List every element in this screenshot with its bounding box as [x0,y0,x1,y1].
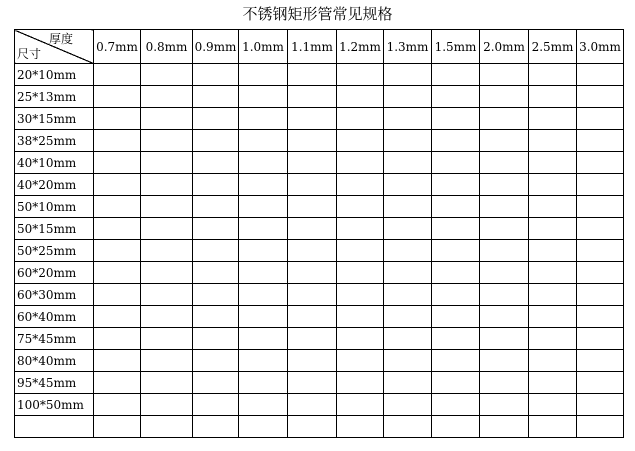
size-label-cell: 20*10mm [15,64,94,86]
size-label-cell: 38*25mm [15,130,94,152]
table-cell [432,64,480,86]
table-cell [94,152,141,174]
table-cell [239,108,288,130]
table-cell [529,350,577,372]
table-row [15,306,624,328]
table-cell [288,240,337,262]
table-cell [529,306,577,328]
table-cell [193,130,239,152]
table-row [15,108,624,130]
table-cell [94,240,141,262]
table-cell [577,416,624,438]
size-label-cell: 60*20mm [15,262,94,284]
table-cell [239,130,288,152]
size-label-cell: 75*45mm [15,328,94,350]
table-cell [141,284,193,306]
table-cell [577,394,624,416]
table-cell [432,174,480,196]
table-cell [384,174,432,196]
table-cell [432,108,480,130]
table-cell [480,86,529,108]
thickness-header: 2.0mm [480,30,529,64]
table-cell [480,152,529,174]
table-cell [141,240,193,262]
table-cell [529,64,577,86]
table-cell [94,108,141,130]
table-cell [432,416,480,438]
table-cell [384,218,432,240]
table-cell [239,174,288,196]
table-cell [94,130,141,152]
table-row [15,240,624,262]
table-cell [94,306,141,328]
table-row [15,394,624,416]
table-cell [239,328,288,350]
table-row [15,174,624,196]
thickness-header: 3.0mm [577,30,624,64]
table-cell [577,328,624,350]
table-cell [529,152,577,174]
table-cell [480,130,529,152]
table-cell [529,328,577,350]
table-cell [193,196,239,218]
table-cell [577,130,624,152]
size-label-cell: 50*10mm [15,196,94,218]
table-cell [529,262,577,284]
table-cell [239,240,288,262]
table-cell [288,152,337,174]
table-cell [94,262,141,284]
header-row [15,30,624,64]
table-cell [337,262,384,284]
table-row [15,86,624,108]
table-cell [239,152,288,174]
table-cell [94,196,141,218]
thickness-header: 1.1mm [288,30,337,64]
table-cell [193,262,239,284]
table-row [15,284,624,306]
table-cell [577,306,624,328]
table-cell [337,64,384,86]
table-cell [337,196,384,218]
table-cell [337,152,384,174]
table-cell [577,196,624,218]
table-cell [577,262,624,284]
table-cell [94,284,141,306]
thickness-header: 0.8mm [141,30,193,64]
table-cell [480,372,529,394]
table-row [15,64,624,86]
table-row [15,416,624,438]
table-cell [480,328,529,350]
table-cell [577,218,624,240]
table-row [15,262,624,284]
table-cell [432,196,480,218]
table-cell [384,108,432,130]
table-cell [384,64,432,86]
table-cell [288,174,337,196]
table-cell [239,416,288,438]
table-cell [384,372,432,394]
table-cell [141,262,193,284]
table-cell [288,196,337,218]
table-cell [384,306,432,328]
table-cell [94,218,141,240]
table-cell [288,306,337,328]
table-cell [94,394,141,416]
table-cell [141,174,193,196]
size-label-cell: 25*13mm [15,86,94,108]
table-cell [432,240,480,262]
table-cell [529,240,577,262]
table-cell [337,416,384,438]
table-cell [288,86,337,108]
table-cell [239,218,288,240]
table-cell [529,394,577,416]
table-cell [288,130,337,152]
table-cell [432,130,480,152]
table-row [15,372,624,394]
table-cell [193,64,239,86]
table-cell [193,306,239,328]
table-cell [577,108,624,130]
table-cell [432,372,480,394]
table-cell [480,394,529,416]
table-row [15,130,624,152]
table-cell [141,416,193,438]
table-cell [384,416,432,438]
size-label-cell: 95*45mm [15,372,94,394]
table-cell [239,306,288,328]
table-cell [337,328,384,350]
table-cell [529,108,577,130]
table-cell [288,328,337,350]
table-cell [384,86,432,108]
size-label-cell: 30*15mm [15,108,94,130]
table-cell [239,284,288,306]
table-cell [432,262,480,284]
table-cell [480,64,529,86]
table-cell [239,196,288,218]
table-cell [529,86,577,108]
table-body [15,64,624,438]
thickness-header: 1.2mm [337,30,384,64]
table-cell [239,64,288,86]
table-cell [141,86,193,108]
table-cell [288,394,337,416]
table-cell [239,86,288,108]
table-cell [577,64,624,86]
table-cell [141,372,193,394]
table-cell [480,262,529,284]
table-cell [384,328,432,350]
table-cell [141,328,193,350]
table-cell [337,174,384,196]
table-cell [384,262,432,284]
page-title: 不锈钢矩形管常见规格 [242,5,393,23]
table-cell [288,64,337,86]
table-cell [480,240,529,262]
size-label-cell [15,416,94,438]
table-cell [480,174,529,196]
table-cell [337,394,384,416]
table-cell [141,306,193,328]
table-cell [480,196,529,218]
table-cell [577,284,624,306]
table-cell [94,372,141,394]
table-row [15,152,624,174]
table-cell [577,174,624,196]
table-cell [384,350,432,372]
table-cell [432,284,480,306]
table-cell [337,218,384,240]
table-cell [384,152,432,174]
table-cell [239,372,288,394]
table-cell [141,394,193,416]
table-cell [141,350,193,372]
table-cell [384,284,432,306]
table-cell [141,152,193,174]
table-cell [193,240,239,262]
table-cell [94,86,141,108]
corner-thickness-label: 厚度 [48,32,73,46]
table-cell [94,64,141,86]
table-row [15,196,624,218]
table-cell [384,130,432,152]
table-cell [529,372,577,394]
table-cell [337,108,384,130]
table-row [15,218,624,240]
size-label-cell: 50*15mm [15,218,94,240]
table-cell [239,262,288,284]
table-cell [193,328,239,350]
table-cell [288,262,337,284]
table-cell [141,64,193,86]
table-cell [288,218,337,240]
table-cell [432,350,480,372]
table-cell [337,240,384,262]
thickness-header: 1.0mm [239,30,288,64]
size-label-cell: 60*40mm [15,306,94,328]
size-label-cell: 60*30mm [15,284,94,306]
table-cell [577,350,624,372]
size-label-cell: 100*50mm [15,394,94,416]
table-cell [480,284,529,306]
table-cell [288,416,337,438]
table-cell [193,86,239,108]
table-cell [288,350,337,372]
table-cell [480,350,529,372]
table-cell [94,350,141,372]
table-cell [193,152,239,174]
table-cell [141,108,193,130]
table-cell [432,152,480,174]
table-cell [193,372,239,394]
table-cell [384,196,432,218]
table-cell [193,394,239,416]
table-cell [141,196,193,218]
table-cell [432,306,480,328]
table-cell [480,218,529,240]
table-cell [529,416,577,438]
table-cell [529,218,577,240]
table-cell [337,306,384,328]
table-cell [337,372,384,394]
table-cell [577,86,624,108]
table-cell [577,152,624,174]
table-cell [384,394,432,416]
corner-cell [15,30,94,64]
thickness-header: 0.7mm [94,30,141,64]
table-cell [337,284,384,306]
table-cell [141,218,193,240]
table-cell [337,86,384,108]
table-cell [141,130,193,152]
table-cell [432,394,480,416]
table-cell [239,394,288,416]
table-cell [94,174,141,196]
corner-size-label: 尺寸 [17,47,42,61]
table-cell [337,350,384,372]
table-cell [480,108,529,130]
thickness-header: 2.5mm [529,30,577,64]
table-cell [193,108,239,130]
thickness-header: 1.3mm [384,30,432,64]
table-cell [288,372,337,394]
table-cell [577,372,624,394]
table-cell [529,174,577,196]
table-cell [94,416,141,438]
table-cell [94,328,141,350]
table-row [15,350,624,372]
table-cell [288,108,337,130]
table-cell [193,218,239,240]
table-cell [288,284,337,306]
thickness-header: 0.9mm [193,30,239,64]
size-label-cell: 50*25mm [15,240,94,262]
size-label-cell: 80*40mm [15,350,94,372]
size-label-cell: 40*10mm [15,152,94,174]
thickness-header: 1.5mm [432,30,480,64]
table-cell [529,130,577,152]
table-cell [529,284,577,306]
size-label-cell: 40*20mm [15,174,94,196]
table-cell [432,218,480,240]
table-cell [480,306,529,328]
table-cell [529,196,577,218]
table-cell [384,240,432,262]
table-cell [432,328,480,350]
table-cell [193,174,239,196]
table-row [15,328,624,350]
table-cell [193,350,239,372]
table-cell [193,416,239,438]
table-cell [480,416,529,438]
table-cell [577,240,624,262]
table-cell [193,284,239,306]
table-cell [337,130,384,152]
spec-table [14,29,624,438]
table-cell [432,86,480,108]
table-cell [239,350,288,372]
